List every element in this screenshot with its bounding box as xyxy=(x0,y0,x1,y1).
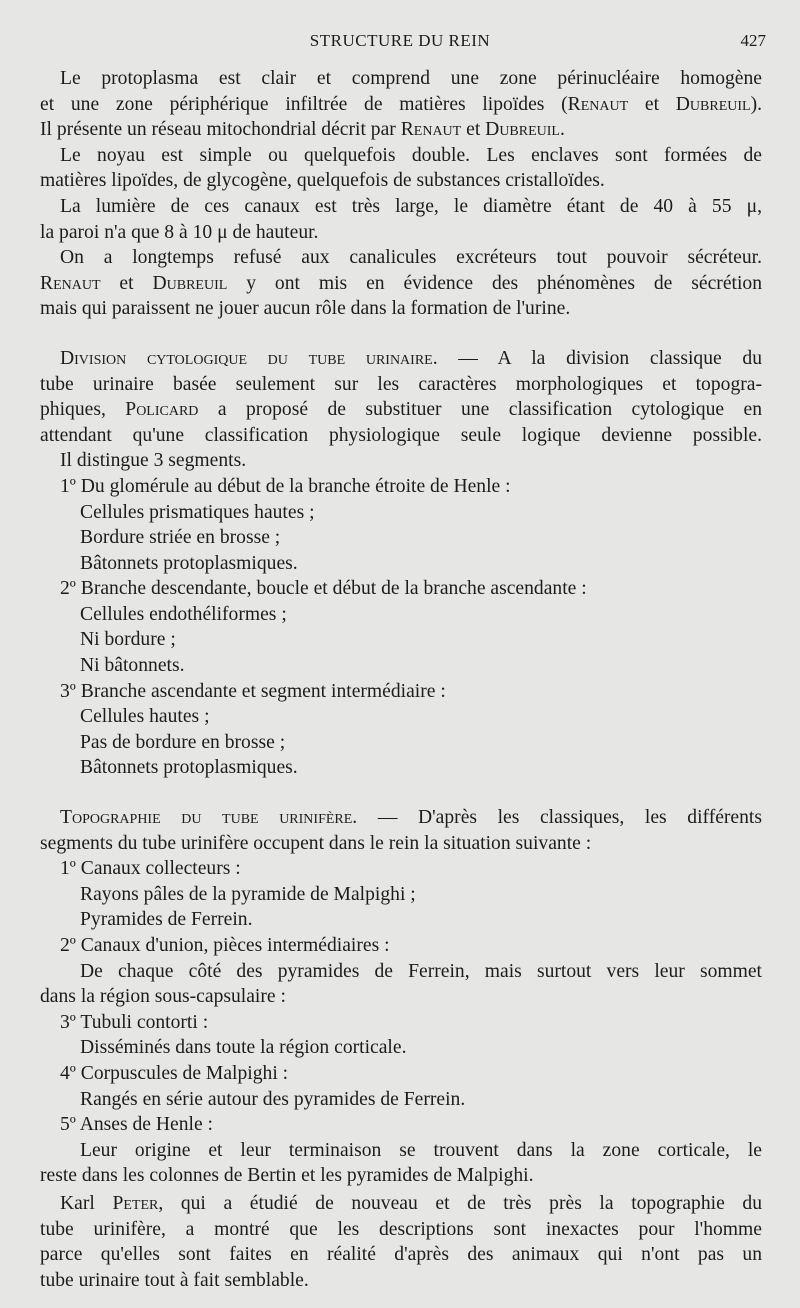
list-heading: 2º Canaux d'union, pièces intermédiaires : xyxy=(60,935,390,956)
list-item: Cellules endothéliformes ; xyxy=(80,603,287,625)
list-item: Cellules hautes ; xyxy=(80,706,210,728)
text-line: phiques, Policard a proposé de substituer une classification cytologique en xyxy=(40,399,762,421)
list-heading: 1º Du glomérule au début de la branche étroite de Henle : xyxy=(60,475,511,497)
list-item: Leur origine et leur terminaison se trouvent dans la zone corticale, le xyxy=(80,1139,762,1161)
author-name: Renaut xyxy=(567,93,629,115)
list-item: dans la région sous-capsulaire : xyxy=(40,986,286,1008)
list-item: Pyramides de Ferrein. xyxy=(80,909,253,931)
author-name: Peter xyxy=(112,1192,159,1214)
text-line: On a longtemps refusé aux canalicules excréteurs tout pouvoir sécréteur. xyxy=(60,247,762,269)
author-name: Renaut xyxy=(400,119,462,141)
list-heading: 4º Corpuscules de Malpighi : xyxy=(60,1062,289,1084)
text-line: tube urinifère, a montré que les descriptions sont inexactes pour l'homme xyxy=(40,1218,762,1240)
list-item: Rangés en série autour des pyramides de Ferrein. xyxy=(80,1088,466,1110)
text-line: mais qui paraissent ne jouer aucun rôle dans la formation de l'urine. xyxy=(40,298,571,320)
list-heading: 3º Branche ascendante et segment intermédiaire : xyxy=(60,680,446,702)
author-name: Dubreuil xyxy=(485,119,560,141)
list-item: reste dans les colonnes de Bertin et les pyramides de Malpighi. xyxy=(40,1165,534,1187)
section-gap xyxy=(40,322,762,346)
author-name: Dubreuil xyxy=(675,93,751,115)
section-gap xyxy=(40,781,762,805)
text-line: attendant qu'une classification physiologique seule logique devienne possible. xyxy=(40,424,762,446)
text-line: segments du tube urinifère occupent dans le rein la situation suivante : xyxy=(40,832,592,854)
list-item: Ni bâtonnets. xyxy=(80,655,185,677)
list-item: Rayons pâles de la pyramide de Malpighi ; xyxy=(80,883,416,905)
page-number: 427 xyxy=(740,31,766,50)
text-line: Il distingue 3 segments. xyxy=(60,450,247,472)
text-line: Division cytologique du tube urinaire. — A la division classique du xyxy=(60,347,762,369)
text-line: Le protoplasma est clair et comprend une zone périnucléaire homogène xyxy=(60,68,762,89)
author-name: Policard xyxy=(125,399,199,421)
running-header: STRUCTURE DU REIN xyxy=(309,31,491,50)
text-line: et une zone périphérique infiltrée de matières lipoïdes (Renaut et Dubreuil). xyxy=(40,93,763,115)
section-heading: Topographie du tube urinifère. xyxy=(60,807,358,829)
text-line: Le noyau est simple ou quelquefois double. Les enclaves sont formées de xyxy=(60,144,762,166)
list-item: Pas de bordure en brosse ; xyxy=(80,731,286,753)
text-line: Karl Peter, qui a étudié de nouveau et de très près la topographie du xyxy=(60,1192,762,1214)
page-body xyxy=(40,66,762,1293)
text-line: La lumière de ces canaux est très large, le diamètre étant de 40 à 55 μ, xyxy=(60,195,762,217)
list-item: Bâtonnets protoplasmiques. xyxy=(80,552,298,574)
text-line: Topographie du tube urinifère. — D'après les classiques, les différents xyxy=(60,807,762,829)
list-item: Disséminés dans toute la région corticale. xyxy=(80,1037,407,1059)
text-line: Renaut et Dubreuil y ont mis en évidence des phénomènes de sécrétion xyxy=(40,272,763,294)
list-heading: 1º Canaux collecteurs : xyxy=(60,858,241,880)
text-line: Il présente un réseau mitochondrial décrit par Renaut et Dubreuil. xyxy=(40,119,565,141)
list-item: Cellules prismatiques hautes ; xyxy=(80,501,315,523)
text-line: la paroi n'a que 8 à 10 μ de hauteur. xyxy=(40,221,319,243)
list-item: Bâtonnets protoplasmiques. xyxy=(80,757,298,779)
text-line: parce qu'elles sont faites en réalité d'après des animaux qui n'ont pas un xyxy=(40,1244,762,1266)
text-line: tube urinaire basée seulement sur les caractères morphologiques et topogra- xyxy=(40,373,762,395)
list-item: De chaque côté des pyramides de Ferrein, mais surtout vers leur sommet xyxy=(80,960,762,982)
text-line: matières lipoïdes, de glycogène, quelquefois de substances cristalloïdes. xyxy=(40,170,605,192)
list-item: Ni bordure ; xyxy=(80,629,176,651)
section-heading: Division cytologique du tube urinaire. xyxy=(60,347,438,369)
list-heading: 3º Tubuli contorti : xyxy=(60,1011,209,1033)
author-name: Renaut xyxy=(40,272,101,294)
list-item: Bordure striée en brosse ; xyxy=(80,527,281,549)
text-line: tube urinaire tout à fait semblable. xyxy=(40,1269,309,1291)
list-heading: 2º Branche descendante, boucle et début de la branche ascendante : xyxy=(60,578,587,600)
list-heading: 5º Anses de Henle : xyxy=(60,1114,213,1136)
author-name: Dubreuil xyxy=(152,272,228,294)
